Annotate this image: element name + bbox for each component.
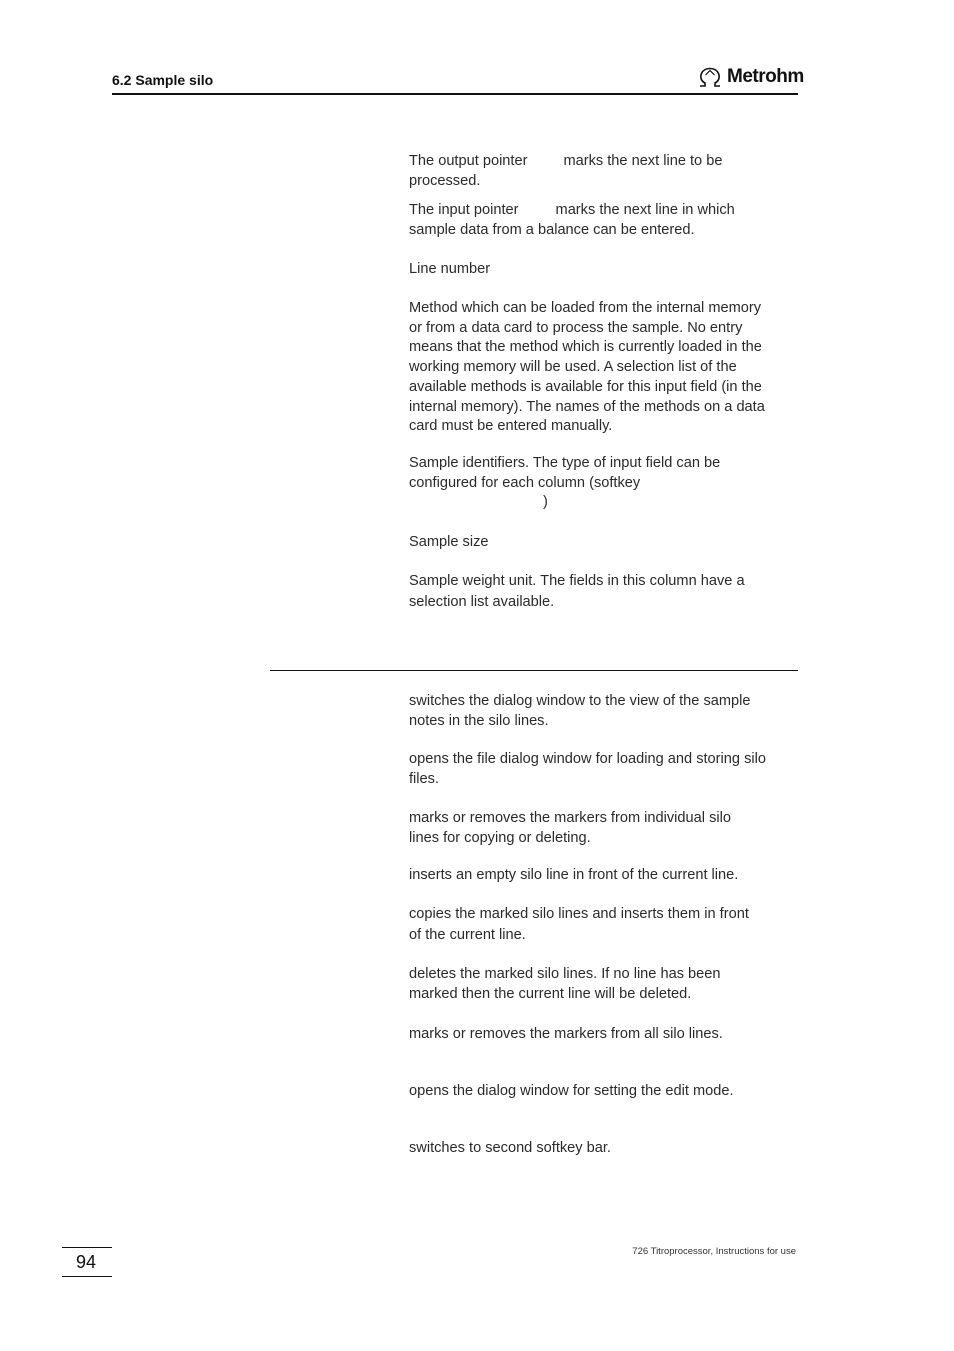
output-pointer-text-b: marks the next line to be bbox=[563, 153, 723, 169]
sample-size-desc: Sample size bbox=[409, 534, 489, 550]
method-line: internal memory). The names of the methods on a data bbox=[409, 398, 765, 415]
softkey-copy-desc bbox=[409, 905, 795, 945]
softkey-line: switches the dialog window to the view of the sample bbox=[409, 693, 751, 709]
output-pointer-desc bbox=[409, 152, 795, 191]
input-pointer-desc bbox=[409, 201, 795, 240]
softkey-notes-desc bbox=[409, 692, 795, 731]
line-number-desc: Line number bbox=[409, 261, 491, 277]
brand-logo bbox=[697, 66, 804, 88]
input-pointer-text-a: The input pointer bbox=[409, 202, 519, 218]
softkey-edit-mode-desc: opens the dialog window for setting the edit mode. bbox=[409, 1083, 734, 1099]
header-rule bbox=[112, 93, 798, 95]
softkey-line: deletes the marked silo lines. If no line has been bbox=[409, 966, 721, 982]
softkey-line: marked then the current line will be deleted. bbox=[409, 985, 692, 1002]
identifier-line: ) bbox=[543, 494, 548, 511]
method-line: card must be entered manually. bbox=[409, 418, 613, 435]
softkey-line: marks or removes the markers from individual silo bbox=[409, 810, 731, 826]
unit-desc bbox=[409, 572, 795, 612]
softkey-insert-desc: inserts an empty silo line in front of the current line. bbox=[409, 867, 739, 883]
method-line: working memory will be used. A selection list of the bbox=[409, 359, 737, 376]
method-desc bbox=[409, 299, 795, 437]
unit-line: Sample weight unit. The fields in this column have a bbox=[409, 573, 745, 589]
output-pointer-text-c: processed. bbox=[409, 172, 481, 189]
softkey-delete-desc bbox=[409, 965, 795, 1004]
method-line: or from a data card to process the sample. No entry bbox=[409, 319, 743, 336]
method-line: Method which can be loaded from the internal memory bbox=[409, 300, 762, 316]
input-pointer-text-c: sample data from a balance can be entered. bbox=[409, 221, 695, 238]
softkey-line: of the current line. bbox=[409, 926, 526, 943]
softkey-line: files. bbox=[409, 770, 440, 787]
page-number: 94 bbox=[76, 1252, 97, 1272]
input-pointer-text-b: marks the next line in which bbox=[555, 202, 735, 218]
softkey-line: lines for copying or deleting. bbox=[409, 829, 591, 846]
method-line: means that the method which is currently loaded in the bbox=[409, 339, 762, 356]
identifier-line: Sample identifiers. The type of input field can be bbox=[409, 455, 721, 471]
identifier-desc bbox=[409, 454, 795, 513]
softkey-second-bar-desc: switches to second softkey bar. bbox=[409, 1140, 611, 1156]
softkey-mark-all-desc: marks or removes the markers from all silo lines. bbox=[409, 1026, 723, 1042]
brand-name: Metrohm bbox=[727, 66, 804, 87]
softkey-line: copies the marked silo lines and inserts them in front bbox=[409, 906, 749, 922]
omega-logo-icon bbox=[697, 66, 723, 88]
softkey-line: opens the file dialog window for loading and storing silo bbox=[409, 751, 766, 767]
identifier-line: configured for each column (softkey bbox=[409, 474, 641, 491]
softkey-mark-desc bbox=[409, 809, 795, 848]
section-divider bbox=[270, 670, 798, 671]
output-pointer-text-a: The output pointer bbox=[409, 153, 528, 169]
softkey-line: notes in the silo lines. bbox=[409, 712, 549, 729]
softkey-file-desc bbox=[409, 750, 795, 789]
method-line: available methods is available for this input field (in the bbox=[409, 378, 762, 395]
footer-doc-title: 726 Titroprocessor, Instructions for use bbox=[632, 1246, 796, 1257]
unit-line: selection list available. bbox=[409, 593, 555, 610]
section-title: 6.2 Sample silo bbox=[112, 72, 214, 88]
